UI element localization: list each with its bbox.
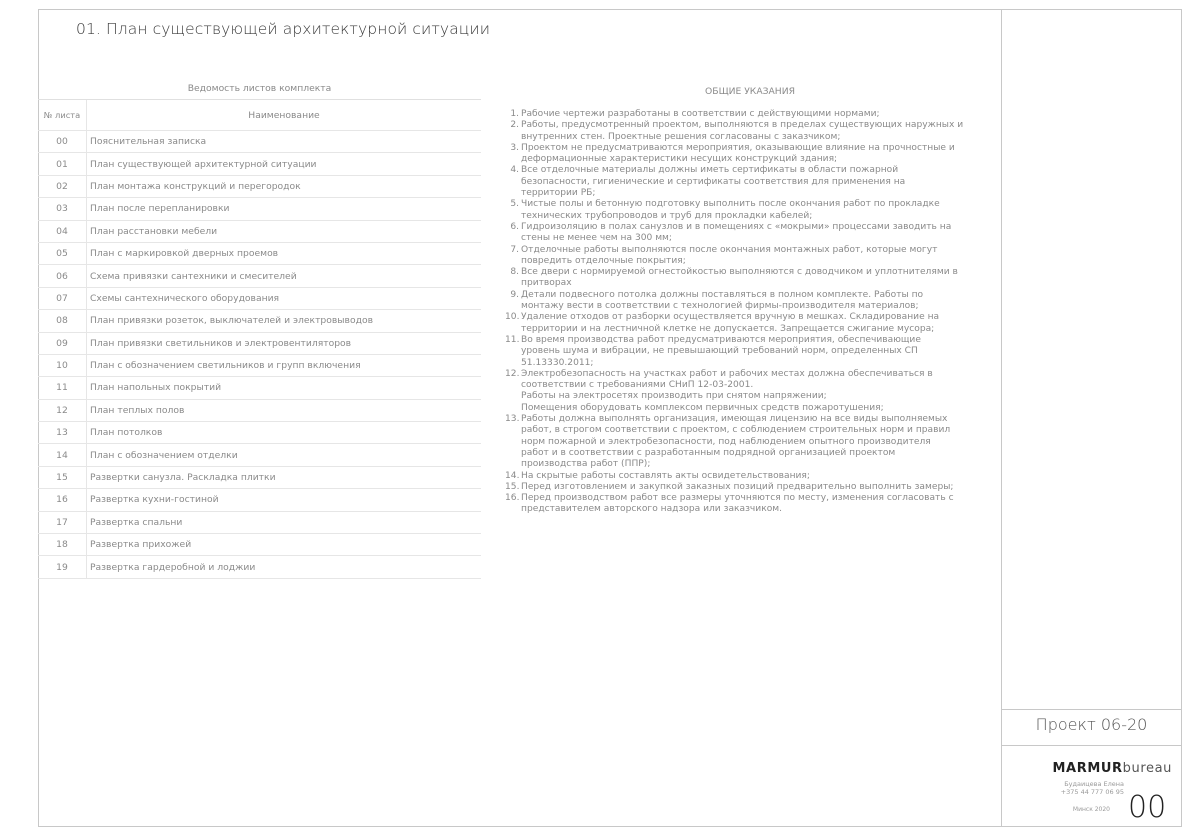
note-number: 4. xyxy=(510,165,519,176)
table-row xyxy=(38,175,481,197)
sheet-number-cell: 10 xyxy=(38,354,87,376)
author-phone: +375 44 777 06 95 xyxy=(1060,788,1124,796)
list-item xyxy=(505,199,983,222)
table-row xyxy=(38,444,481,466)
sheet-number-cell: 02 xyxy=(38,175,87,197)
note-number: 5. xyxy=(510,199,519,210)
sheet-number-cell: 18 xyxy=(38,534,87,556)
note-text: Гидроизоляцию в полах санузлов и в помещениях с «мокрыми» процессами заводить на стены не менее чем на 300 мм; xyxy=(521,221,952,244)
sheet-number-cell: 19 xyxy=(38,556,87,578)
column-header-name: Наименование xyxy=(87,100,482,131)
sheet-number-cell: 16 xyxy=(38,489,87,511)
table-row xyxy=(38,332,481,354)
note-text: На скрытые работы составлять акты освидетельствования; xyxy=(521,470,810,481)
sheet-name-cell: Развертка кухни-гостиной xyxy=(87,489,482,511)
list-item xyxy=(505,471,983,482)
stamp-divider xyxy=(1001,745,1182,746)
sheet-number-cell: 15 xyxy=(38,466,87,488)
brand-light: bureau xyxy=(1122,761,1172,776)
table-row xyxy=(38,198,481,220)
note-number: 8. xyxy=(510,267,519,278)
table-row xyxy=(38,377,481,399)
list-item xyxy=(505,267,983,290)
sheet-name-cell: План с маркировкой дверных проемов xyxy=(87,242,482,264)
sheet-name-cell: Развертки санузла. Раскладка плитки xyxy=(87,466,482,488)
note-number: 10. xyxy=(505,312,520,323)
list-item xyxy=(505,335,983,369)
sheet-name-cell: Схема привязки сантехники и смесителей xyxy=(87,265,482,287)
table-row xyxy=(38,153,481,175)
sheet-list-table xyxy=(38,77,481,579)
sheet-name-cell: План с обозначением светильников и групп включения xyxy=(87,354,482,376)
sheet-list-caption: Ведомость листов комплекта xyxy=(38,77,481,100)
note-text: Перед изготовлением и закупкой заказных позиций предварительно выполнить замеры; xyxy=(521,481,954,492)
note-number: 6. xyxy=(510,221,519,232)
stamp-divider xyxy=(1001,9,1002,827)
author-info xyxy=(1010,780,1124,796)
note-text: Отделочные работы выполняются после окончания монтажных работ, которые могут повредить отделочные покрытия; xyxy=(521,244,938,266)
note-number: 11. xyxy=(505,334,520,345)
list-item xyxy=(505,369,983,414)
sheet-number-cell: 05 xyxy=(38,242,87,264)
table-row xyxy=(38,131,481,153)
sheet-name-cell: План после перепланировки xyxy=(87,198,482,220)
note-text: Детали подвесного потолка должны поставляться в полном комплекте. Работы по монтажу вести в соответствии с технологией фирмы-производителя материалов; xyxy=(521,289,924,312)
list-item xyxy=(505,165,983,199)
column-header-number: № листа xyxy=(38,100,87,131)
list-item xyxy=(505,290,983,313)
list-item xyxy=(505,222,983,245)
table-row xyxy=(38,534,481,556)
table-row xyxy=(38,556,481,578)
sheet-number-cell: 01 xyxy=(38,153,87,175)
note-text: Во время производства работ предусматриваются мероприятия, обеспечивающие уровень шума и вибрации, не превышающий требований норм, определенных СП 51.13330.2011; xyxy=(521,334,921,368)
sheet-name-cell: Развертка прихожей xyxy=(87,534,482,556)
list-item xyxy=(505,109,983,120)
sheet-name-cell: План напольных покрытий xyxy=(87,377,482,399)
sheet-name-cell: План привязки светильников и электровентиляторов xyxy=(87,332,482,354)
note-number: 3. xyxy=(510,142,519,153)
sheet-number-cell: 08 xyxy=(38,310,87,332)
note-number: 9. xyxy=(510,289,519,300)
note-number: 12. xyxy=(505,368,520,379)
sheet-number-cell: 11 xyxy=(38,377,87,399)
sheet-number: 00 xyxy=(1128,790,1167,825)
sheet-name-cell: План существующей архитектурной ситуации xyxy=(87,153,482,175)
sheet-number-cell: 12 xyxy=(38,399,87,421)
note-text: Рабочие чертежи разработаны в соответствии с действующими нормами; xyxy=(521,109,880,119)
table-row xyxy=(38,354,481,376)
sheet-name-cell: План теплых полов xyxy=(87,399,482,421)
sheet-name-cell: План монтажа конструкций и перегородок xyxy=(87,175,482,197)
note-text: Перед производством работ все размеры уточняются по месту, изменения согласовать с представителем авторского надзора или заказчиком. xyxy=(521,493,954,515)
sheet-name-cell: План привязки розеток, выключателей и электровыводов xyxy=(87,310,482,332)
sheet-name-cell: Развертка гардеробной и лоджии xyxy=(87,556,482,578)
list-item xyxy=(505,312,983,335)
note-number: 15. xyxy=(505,481,520,492)
list-item xyxy=(505,245,983,268)
note-text: Работы, предусмотренный проектом, выполняются в пределах существующих наружных и внутренних стен. Проектные решения согласованы с заказчиком; xyxy=(521,120,964,142)
sheet-number-cell: 07 xyxy=(38,287,87,309)
notes-list xyxy=(505,109,983,516)
sheet-number-cell: 06 xyxy=(38,265,87,287)
note-number: 16. xyxy=(505,493,520,504)
note-number: 1. xyxy=(510,109,519,119)
sheet-number-cell: 03 xyxy=(38,198,87,220)
table-row xyxy=(38,287,481,309)
sheet-name-cell: План потолков xyxy=(87,422,482,444)
note-text: Проектом не предусматриваются мероприятия, оказывающие влияние на прочностные и деформационные характеристики несущих конструкций здания; xyxy=(521,142,955,165)
list-item xyxy=(505,493,983,516)
list-item xyxy=(505,143,983,166)
sheet-number-cell: 13 xyxy=(38,422,87,444)
table-row xyxy=(38,265,481,287)
sheet-number-cell: 00 xyxy=(38,131,87,153)
page-title: 01. План существующей архитектурной ситуации xyxy=(76,20,491,38)
note-number: 14. xyxy=(505,470,520,481)
project-label: Проект 06-20 xyxy=(1035,715,1148,734)
city-year: Минск 2020 xyxy=(1072,806,1110,813)
table-row xyxy=(38,399,481,421)
sheet-number-cell: 17 xyxy=(38,511,87,533)
table-row xyxy=(38,220,481,242)
sheet-number-cell: 09 xyxy=(38,332,87,354)
note-number: 2. xyxy=(510,120,519,131)
sheet-name-cell: Развертка спальни xyxy=(87,511,482,533)
author-name: Будаицева Елена xyxy=(1064,780,1124,788)
note-number: 7. xyxy=(510,244,519,255)
sheet-number-cell: 14 xyxy=(38,444,87,466)
table-row xyxy=(38,242,481,264)
note-text: Удаление отходов от разборки осуществляется вручную в мешках. Складирование на территории и на лестничной клетке не допускается. Запрещается сжигание мусора; xyxy=(521,312,940,334)
note-text: Работы должна выполнять организация, имеющая лицензию на все виды выполняемых работ, в строгом соответствии с проектом, с соблюдением строительных норм и правил норм пожарной и электробезопасности, под наблюдением опытного производителя работ и в соответствии с разработанным подрядной организацией проектом производства работ (ППР); xyxy=(521,414,951,470)
table-row xyxy=(38,310,481,332)
sheet-name-cell: План расстановки мебели xyxy=(87,220,482,242)
sheet-name-cell: Пояснительная записка xyxy=(87,131,482,153)
notes-title: ОБЩИЕ УКАЗАНИЯ xyxy=(705,86,795,97)
list-item xyxy=(505,120,983,143)
note-number: 13. xyxy=(505,414,520,425)
table-row xyxy=(38,489,481,511)
list-item xyxy=(505,414,983,470)
sheet-number-cell: 04 xyxy=(38,220,87,242)
sheet-name-cell: План с обозначением отделки xyxy=(87,444,482,466)
brand-logo xyxy=(1010,761,1172,776)
brand-bold: MARMUR xyxy=(1052,761,1123,776)
list-item xyxy=(505,482,983,493)
table-row xyxy=(38,422,481,444)
note-text: Чистые полы и бетонную подготовку выполнить после окончания работ по прокладке технических трубопроводов и труб для прокладки кабелей; xyxy=(521,199,940,221)
note-text: Все двери с нормируемой огнестойкостью выполняются с доводчиком и уплотнителями в притворах xyxy=(521,267,958,289)
sheet-name-cell: Схемы сантехнического оборудования xyxy=(87,287,482,309)
table-row xyxy=(38,466,481,488)
table-row xyxy=(38,511,481,533)
stamp-divider xyxy=(1001,709,1182,710)
note-text: Все отделочные материалы должны иметь сертификаты в области пожарной безопасности, гигиенические и сертификаты соответствия для применения на территории РБ; xyxy=(521,165,906,199)
note-text: Электробезопасность на участках работ и рабочих местах должна обеспечиваться в соответствии с требованиями СНиП 12-03-2001. Работы на электросетях производить при снятом напряжении; Помещения оборудовать комплексом первичных средств пожаротушения; xyxy=(521,368,933,413)
